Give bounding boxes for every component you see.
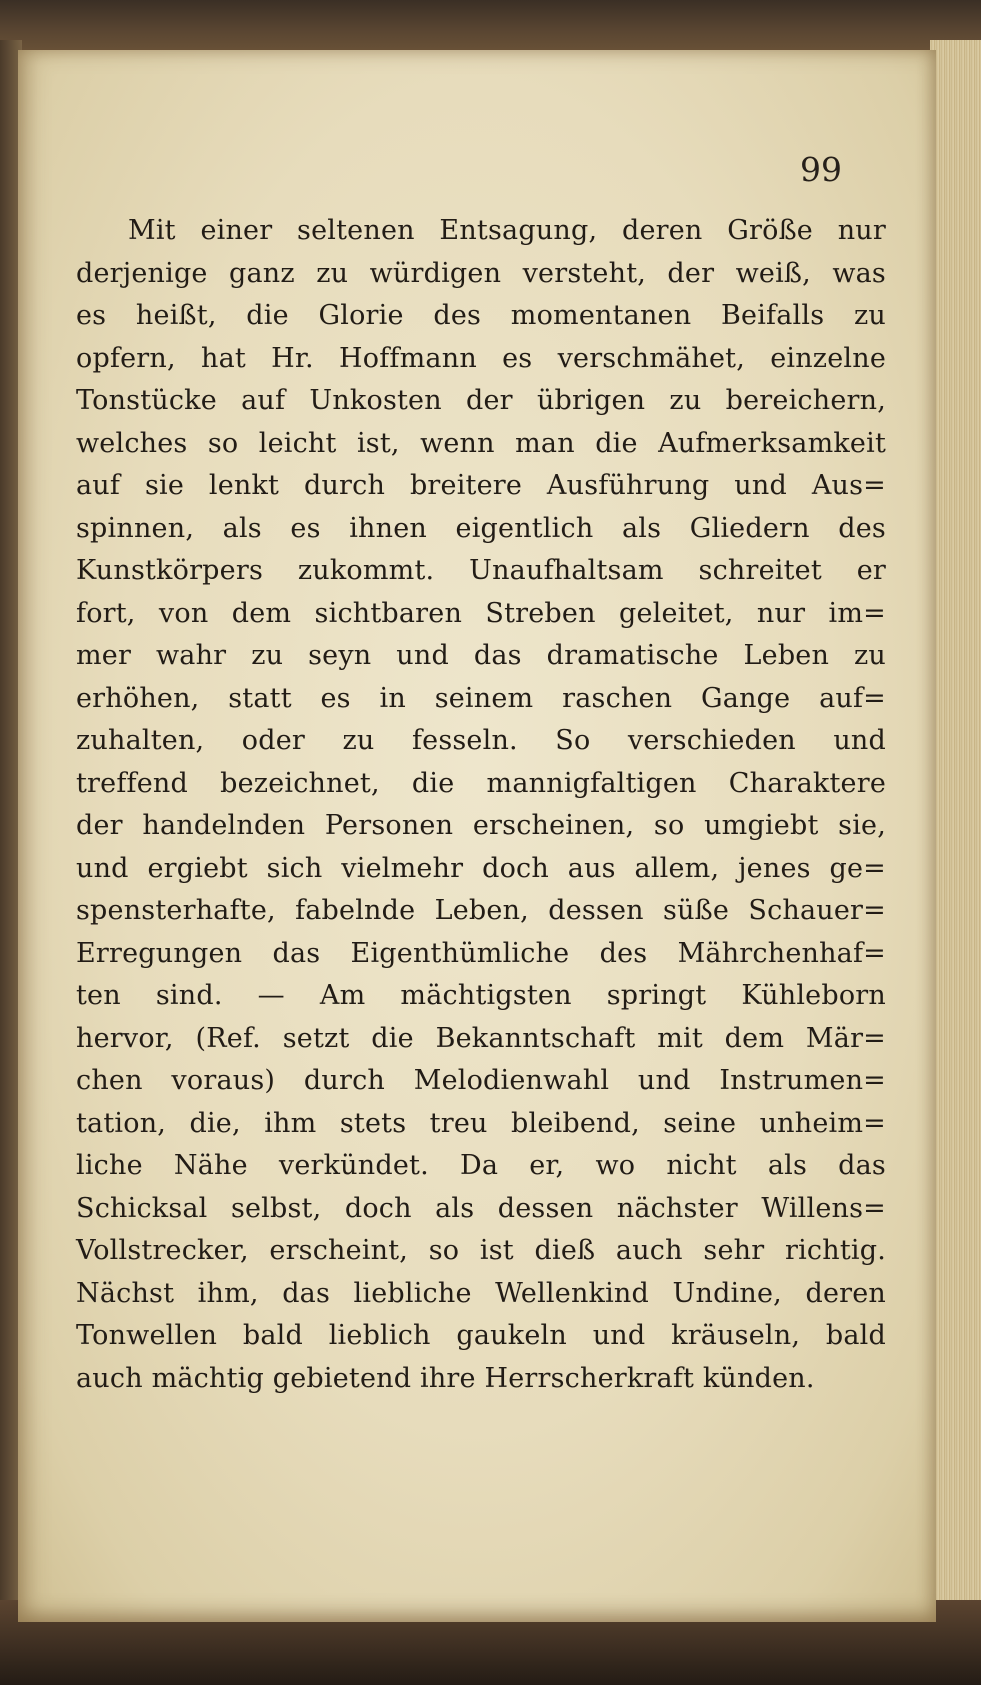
text-line: auf sie lenkt durch breitere Ausführung und Aus= [76,470,886,501]
text-line: mer wahr zu seyn und das dramatische Leben zu [76,640,886,671]
paper-page [18,50,936,1622]
text-line: Tonwellen bald lieblich gaukeln und kräuseln, bald [76,1320,886,1351]
text-line: liche Nähe verkündet. Da er, wo nicht als das [76,1150,886,1181]
body-text [76,210,886,1400]
text-line: Mit einer seltenen Entsagung, deren Größe nur [128,215,886,246]
text-line: Nächst ihm, das liebliche Wellenkind Undine, deren [76,1277,886,1309]
text-line: ten sind. — Am mächtigsten springt Kühleborn [76,980,886,1011]
text-line: es heißt, die Glorie des momentanen Beifalls zu [76,300,886,331]
text-line: erhöhen, statt es in seinem raschen Gange auf= [76,682,886,714]
text-line: der handelnden Personen erscheinen, so umgiebt sie, [76,810,886,841]
text-line: welches so leicht ist, wenn man die Aufmerksamkeit [76,427,886,459]
page-number: 99 [800,150,842,189]
text-line: spensterhafte, fabelnde Leben, dessen süße Schauer= [76,895,886,926]
text-line: Schicksal selbst, doch als dessen nächster Willens= [76,1192,886,1224]
text-line: chen voraus) durch Melodienwahl und Instrumen= [76,1065,886,1096]
text-line: Tonstücke auf Unkosten der übrigen zu bereichern, [76,385,886,416]
text-line: derjenige ganz zu würdigen versteht, der weiß, was [76,257,886,289]
text-line: zuhalten, oder zu fesseln. So verschieden und [76,725,886,756]
text-line: tation, die, ihm stets treu bleibend, seine unheim= [76,1107,886,1139]
page-stack-edge [930,40,981,1630]
text-line: fort, von dem sichtbaren Streben geleitet, nur im= [76,597,886,629]
text-line: Kunstkörpers zukommt. Unaufhaltsam schreitet er [76,555,886,586]
text-line: treffend bezeichnet, die mannigfaltigen Charaktere [76,767,886,799]
text-line: spinnen, als es ihnen eigentlich als Gliedern des [76,512,886,544]
text-line: und ergiebt sich vielmehr doch aus allem, jenes ge= [76,852,886,884]
text-line: auch mächtig gebietend ihre Herrscherkraft künden. [76,1362,815,1394]
text-line: hervor, (Ref. setzt die Bekanntschaft mit dem Mär= [76,1022,886,1054]
text-line: Vollstrecker, erscheint, so ist dieß auch sehr richtig. [76,1235,886,1266]
text-line: Erregungen das Eigenthümliche des Mährchenhaf= [76,937,886,969]
text-line: opfern, hat Hr. Hoffmann es verschmähet, einzelne [76,342,886,374]
